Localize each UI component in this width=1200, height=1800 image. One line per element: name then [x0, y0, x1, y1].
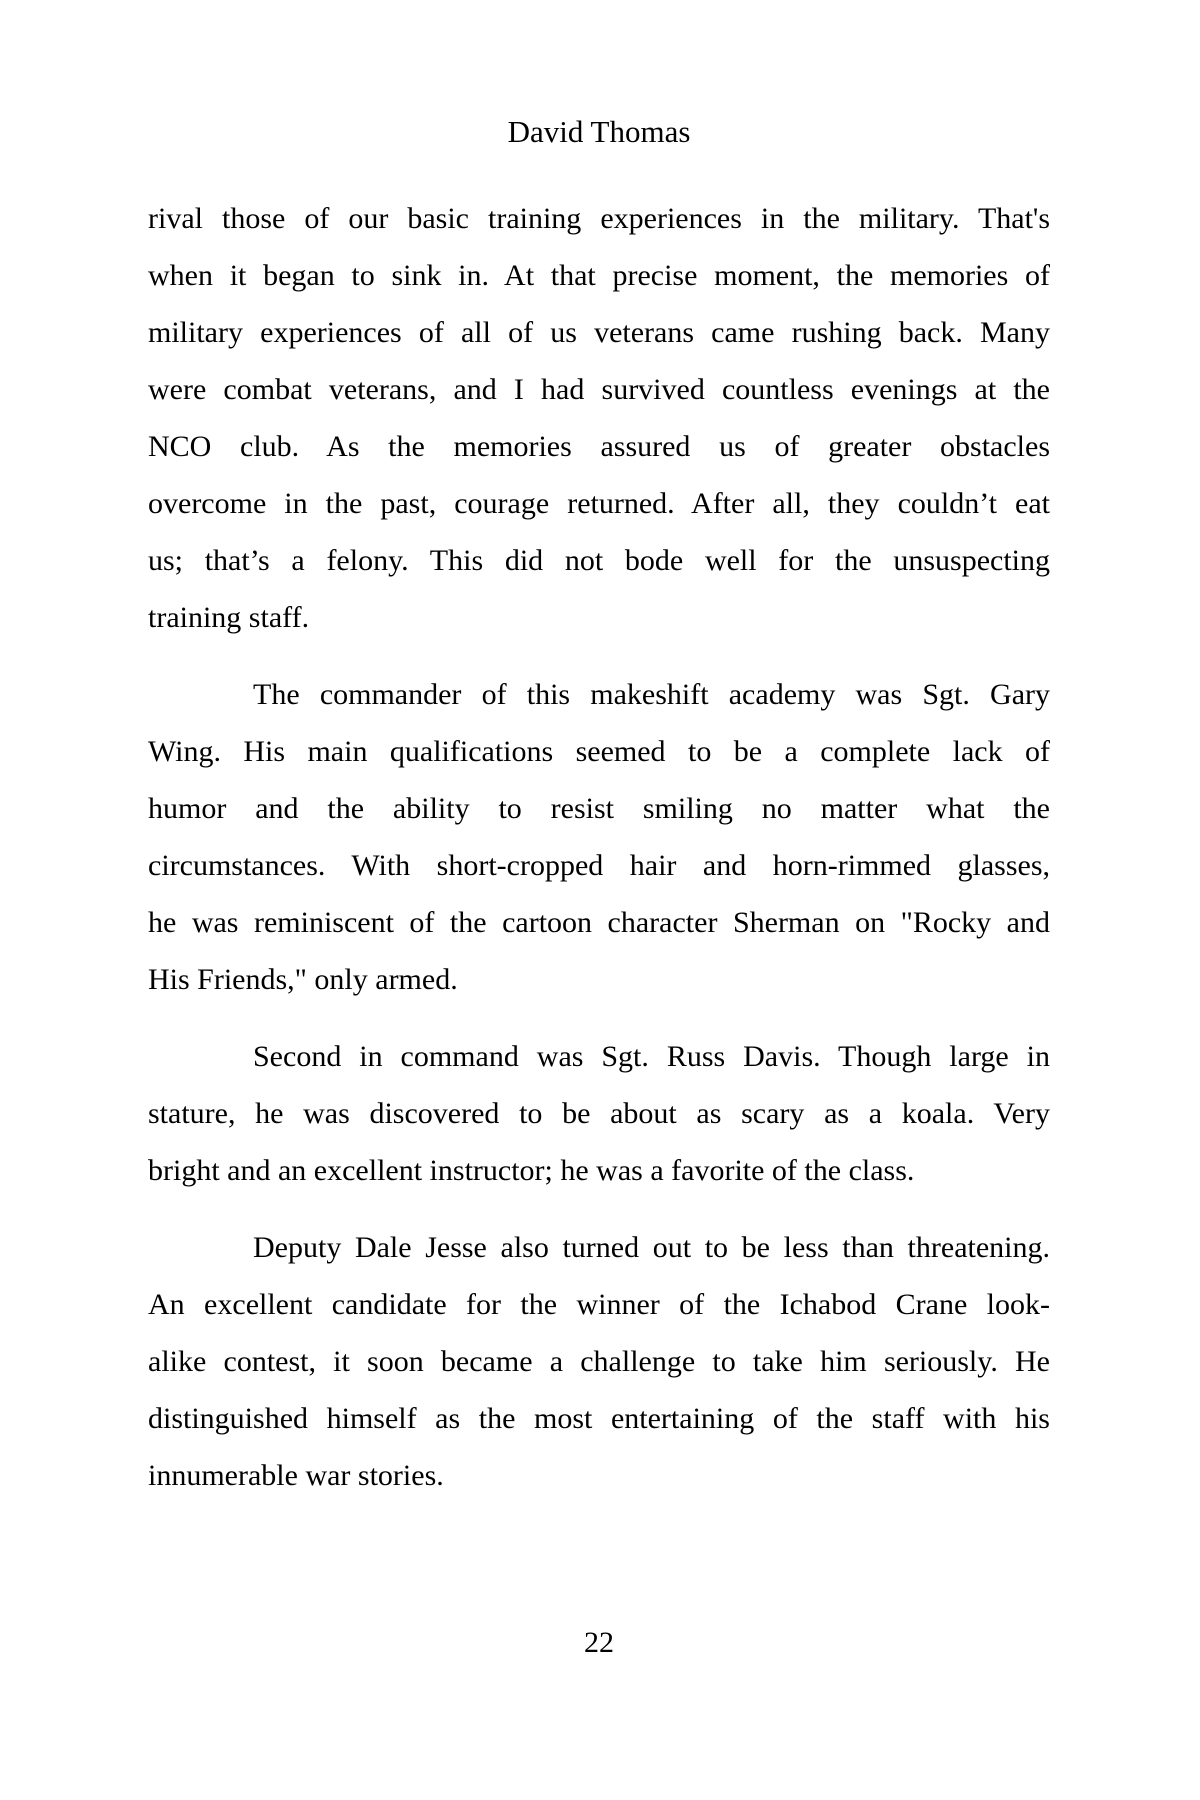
- text-line: rival those of our basic training experiences in the military. That's: [148, 202, 1050, 235]
- text-line: us; that’s a felony. This did not bode well for the unsuspecting: [148, 544, 1050, 577]
- text-line: Wing. His main qualifications seemed to be a complete lack of: [148, 735, 1050, 768]
- text-line: were combat veterans, and I had survived countless evenings at the: [148, 373, 1050, 406]
- text-line: distinguished himself as the most entertaining of the staff with his: [148, 1402, 1050, 1435]
- text-line: overcome in the past, courage returned. After all, they couldn’t eat: [148, 487, 1050, 520]
- paragraph: [148, 1028, 1050, 1199]
- text-line: bright and an excellent instructor; he was a favorite of the class.: [148, 1154, 915, 1187]
- paragraph: [148, 1219, 1050, 1504]
- paragraph: [148, 190, 1050, 646]
- paragraph: [148, 666, 1050, 1008]
- running-header: David Thomas: [507, 114, 691, 149]
- text-line: circumstances. With short-cropped hair and horn-rimmed glasses,: [148, 849, 1050, 882]
- text-line: Deputy Dale Jesse also turned out to be less than threatening.: [253, 1231, 1050, 1264]
- text-line: innumerable war stories.: [148, 1459, 444, 1492]
- text-line: training staff.: [148, 601, 310, 634]
- text-line: The commander of this makeshift academy was Sgt. Gary: [253, 678, 1050, 711]
- body-text: [148, 190, 1050, 1524]
- text-line: alike contest, it soon became a challenge to take him seriously. He: [148, 1345, 1050, 1378]
- text-line: when it began to sink in. At that precise moment, the memories of: [148, 259, 1050, 292]
- text-line: An excellent candidate for the winner of the Ichabod Crane look-: [148, 1288, 1050, 1321]
- text-line: stature, he was discovered to be about as scary as a koala. Very: [148, 1097, 1050, 1130]
- text-line: Second in command was Sgt. Russ Davis. Though large in: [253, 1040, 1050, 1073]
- text-line: he was reminiscent of the cartoon character Sherman on "Rocky and: [148, 906, 1050, 939]
- text-line: NCO club. As the memories assured us of greater obstacles: [148, 430, 1050, 463]
- text-line: humor and the ability to resist smiling no matter what the: [148, 792, 1050, 825]
- page-number: 22: [584, 1626, 614, 1659]
- text-line: His Friends," only armed.: [148, 963, 458, 996]
- text-line: military experiences of all of us veterans came rushing back. Many: [148, 316, 1050, 349]
